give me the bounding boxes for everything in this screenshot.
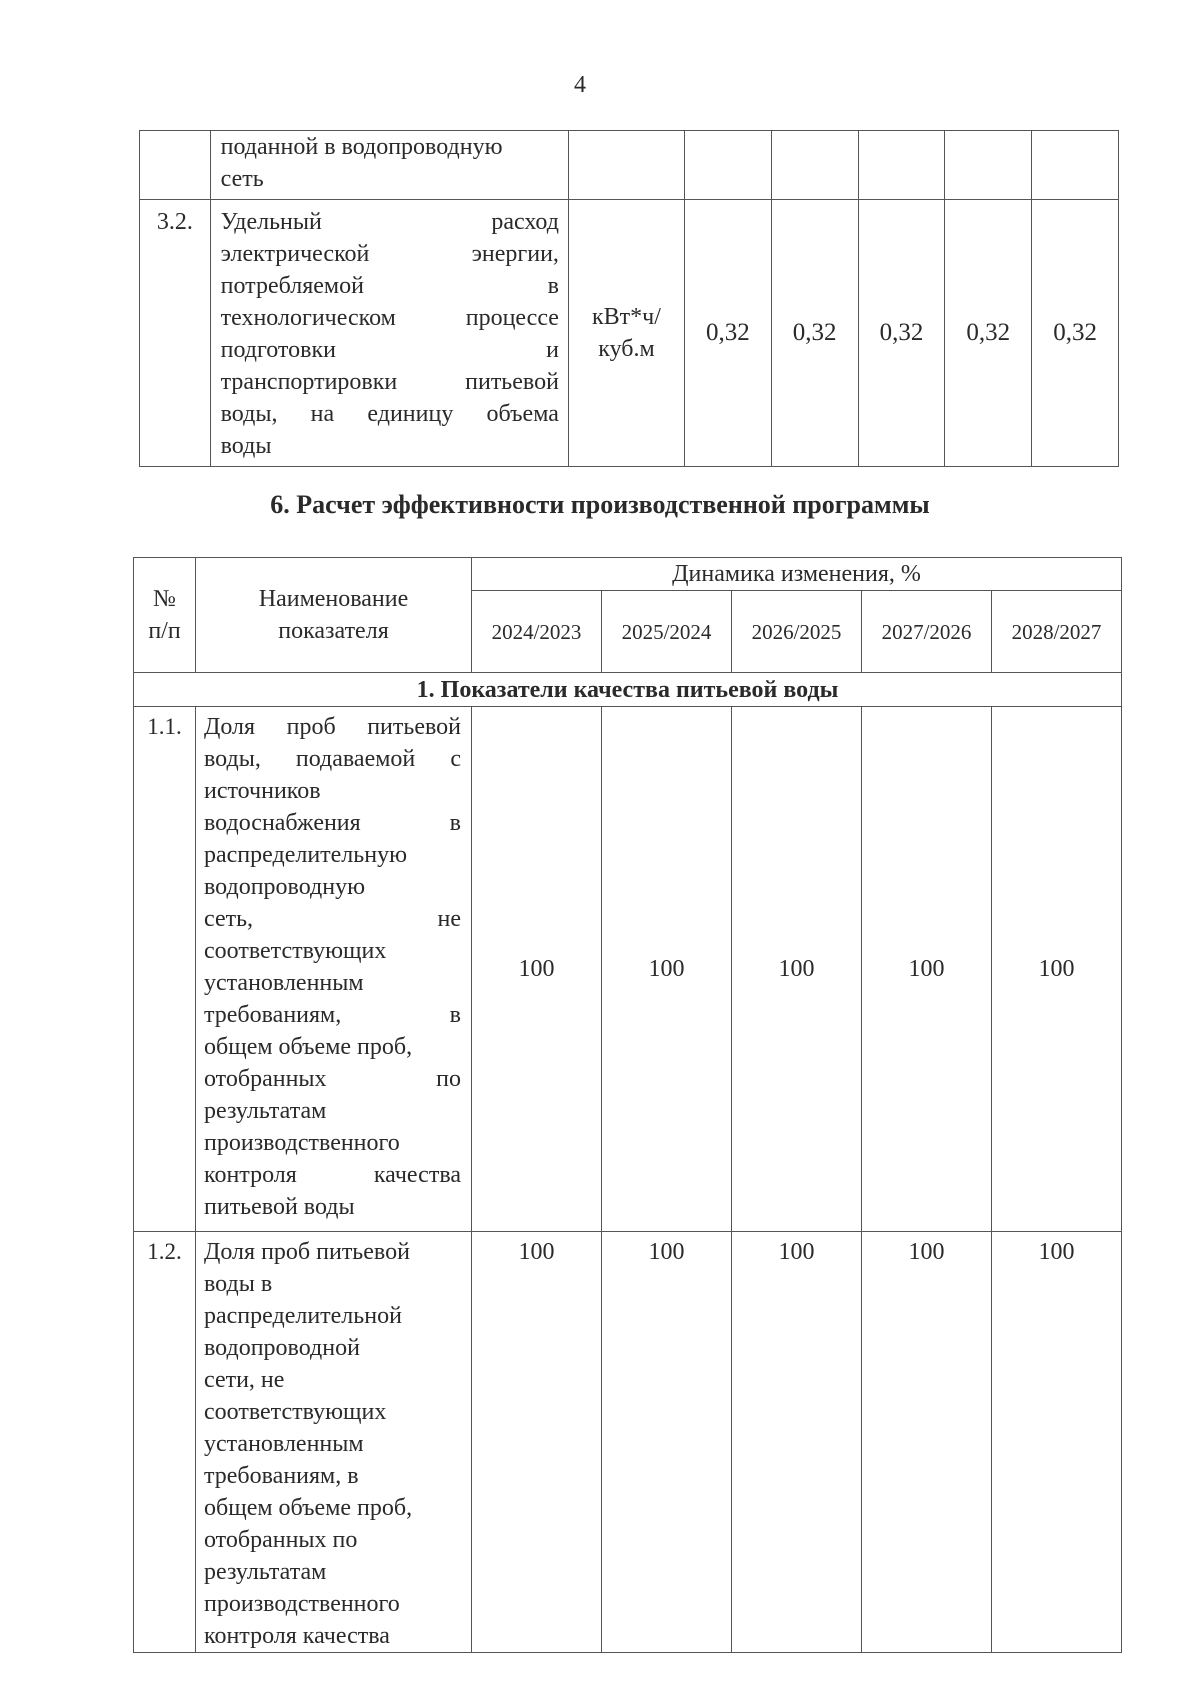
- indicator-name-cell: [210, 131, 568, 200]
- text-line: [204, 807, 461, 839]
- word: и: [546, 337, 559, 363]
- text-line: производственного: [204, 1130, 400, 1156]
- indicator-name-cell: [196, 707, 472, 1232]
- text-line: [204, 1063, 461, 1095]
- word: отобранных: [204, 1066, 327, 1092]
- word: на: [310, 401, 335, 427]
- year-header: 2028/2027: [992, 591, 1122, 673]
- text-line: водопроводную: [204, 874, 365, 900]
- text-line: [204, 903, 461, 935]
- value-cell: 100: [862, 707, 992, 1232]
- header-line: показателя: [278, 618, 389, 644]
- text-line: [221, 238, 559, 270]
- text-line: воды в: [204, 1271, 273, 1297]
- text-line: водопроводной: [204, 1335, 360, 1361]
- table-cell: [684, 131, 771, 200]
- value-cell: 100: [862, 1232, 992, 1653]
- word: транспортировки: [220, 369, 398, 395]
- word: требованиям,: [204, 1002, 342, 1028]
- indicator-table-continued: [139, 130, 1119, 467]
- word: по: [436, 1066, 461, 1092]
- table-cell: [140, 131, 211, 200]
- word: в: [449, 810, 461, 836]
- text-line: установленным: [204, 970, 364, 996]
- text-line: установленным: [204, 1431, 364, 1457]
- unit-cell: [568, 200, 684, 467]
- value-cell: 0,32: [945, 200, 1032, 467]
- word: сеть,: [204, 906, 254, 932]
- value-cell: 100: [732, 707, 862, 1232]
- value-cell: 100: [472, 1232, 602, 1653]
- header-line: №: [153, 586, 176, 612]
- word: Удельный: [220, 209, 322, 235]
- word: воды,: [204, 746, 261, 772]
- indicator-name-cell: [210, 200, 568, 467]
- table-cell: [771, 131, 858, 200]
- text-line: соответствующих: [204, 938, 387, 964]
- efficiency-table: [133, 557, 1122, 1653]
- word: воды,: [220, 401, 278, 427]
- text-line: сеть: [220, 166, 264, 192]
- value-cell: 0,32: [1032, 200, 1119, 467]
- word: единицу: [367, 401, 454, 427]
- word: подготовки: [220, 337, 336, 363]
- word: питьевой: [367, 714, 461, 740]
- group-title: 1. Показатели качества питьевой воды: [134, 673, 1122, 707]
- text-line: поданной в водопроводную: [220, 134, 503, 160]
- header-line: Наименование: [258, 586, 409, 612]
- word: Доля: [204, 714, 256, 740]
- word: питьевой: [465, 369, 559, 395]
- text-line: воды: [220, 433, 272, 459]
- value-cell: 100: [472, 707, 602, 1232]
- value-cell: 0,32: [684, 200, 771, 467]
- year-header: 2027/2026: [862, 591, 992, 673]
- text-line: [204, 999, 461, 1031]
- word: в: [449, 1002, 461, 1028]
- text-line: общем объеме проб,: [204, 1034, 413, 1060]
- text-line: Доля проб питьевой: [204, 1239, 410, 1265]
- table-cell: [858, 131, 945, 200]
- value-cell: 100: [992, 707, 1122, 1232]
- word: качества: [373, 1162, 461, 1188]
- text-line: распределительную: [204, 842, 408, 868]
- word: технологическом: [220, 305, 396, 331]
- word: в: [547, 273, 559, 299]
- row-number: 1.2.: [134, 1232, 196, 1653]
- text-line: сети, не: [204, 1367, 285, 1393]
- value-cell: 100: [992, 1232, 1122, 1653]
- unit-line: кВт*ч/: [592, 304, 661, 330]
- word: процессе: [465, 305, 559, 331]
- table-row: [134, 707, 1122, 1232]
- header-num-cell: [134, 558, 196, 673]
- word: проб: [286, 714, 336, 740]
- table-cell: [945, 131, 1032, 200]
- value-cell: 100: [732, 1232, 862, 1653]
- text-line: [204, 743, 461, 775]
- text-line: [204, 1159, 461, 1191]
- page-number: 4: [574, 72, 586, 98]
- word: с: [450, 746, 461, 772]
- word: контроля: [204, 1162, 297, 1188]
- word: потребляемой: [220, 273, 364, 299]
- value-cell: 0,32: [771, 200, 858, 467]
- row-number: 3.2.: [140, 200, 211, 467]
- header-line: п/п: [148, 618, 181, 644]
- section-title: 6. Расчет эффективности производственной программы: [270, 490, 930, 519]
- word: водоснабжения: [204, 810, 361, 836]
- text-line: результатам: [204, 1559, 327, 1585]
- text-line: [221, 398, 559, 430]
- value-cell: 0,32: [858, 200, 945, 467]
- header-name-cell: [196, 558, 472, 673]
- text-line: распределительной: [204, 1303, 402, 1329]
- group-row: [134, 673, 1122, 707]
- text-line: [221, 366, 559, 398]
- unit-line: куб.м: [598, 336, 655, 362]
- word: электрической: [220, 241, 370, 267]
- text-line: общем объеме проб,: [204, 1495, 413, 1521]
- year-header: 2025/2024: [602, 591, 732, 673]
- text-line: отобранных по: [204, 1527, 358, 1553]
- header-dynamics-cell: Динамика изменения, %: [472, 558, 1122, 591]
- text-line: результатам: [204, 1098, 327, 1124]
- word: энергии,: [471, 241, 559, 267]
- table-row: [140, 131, 1119, 200]
- row-number: 1.1.: [134, 707, 196, 1232]
- table-cell: [568, 131, 684, 200]
- text-line: [204, 711, 461, 743]
- text-line: контроля качества: [204, 1623, 390, 1649]
- text-line: производственного: [204, 1591, 400, 1617]
- table-row: [134, 1232, 1122, 1653]
- text-line: требованиям, в: [204, 1463, 359, 1489]
- year-header: 2026/2025: [732, 591, 862, 673]
- text-line: [221, 334, 559, 366]
- year-header: 2024/2023: [472, 591, 602, 673]
- word: подаваемой: [295, 746, 416, 772]
- text-line: источников: [204, 778, 321, 804]
- table-row: [140, 200, 1119, 467]
- word: объема: [486, 401, 559, 427]
- value-cell: 100: [602, 707, 732, 1232]
- text-line: [221, 270, 559, 302]
- word: не: [437, 906, 461, 932]
- value-cell: 100: [602, 1232, 732, 1653]
- table-cell: [1032, 131, 1119, 200]
- text-line: [221, 302, 559, 334]
- header-row: [134, 558, 1122, 591]
- text-line: питьевой воды: [204, 1194, 355, 1220]
- text-line: соответствующих: [204, 1399, 387, 1425]
- text-line: [221, 206, 559, 238]
- word: расход: [491, 209, 559, 235]
- indicator-name-cell: [196, 1232, 472, 1653]
